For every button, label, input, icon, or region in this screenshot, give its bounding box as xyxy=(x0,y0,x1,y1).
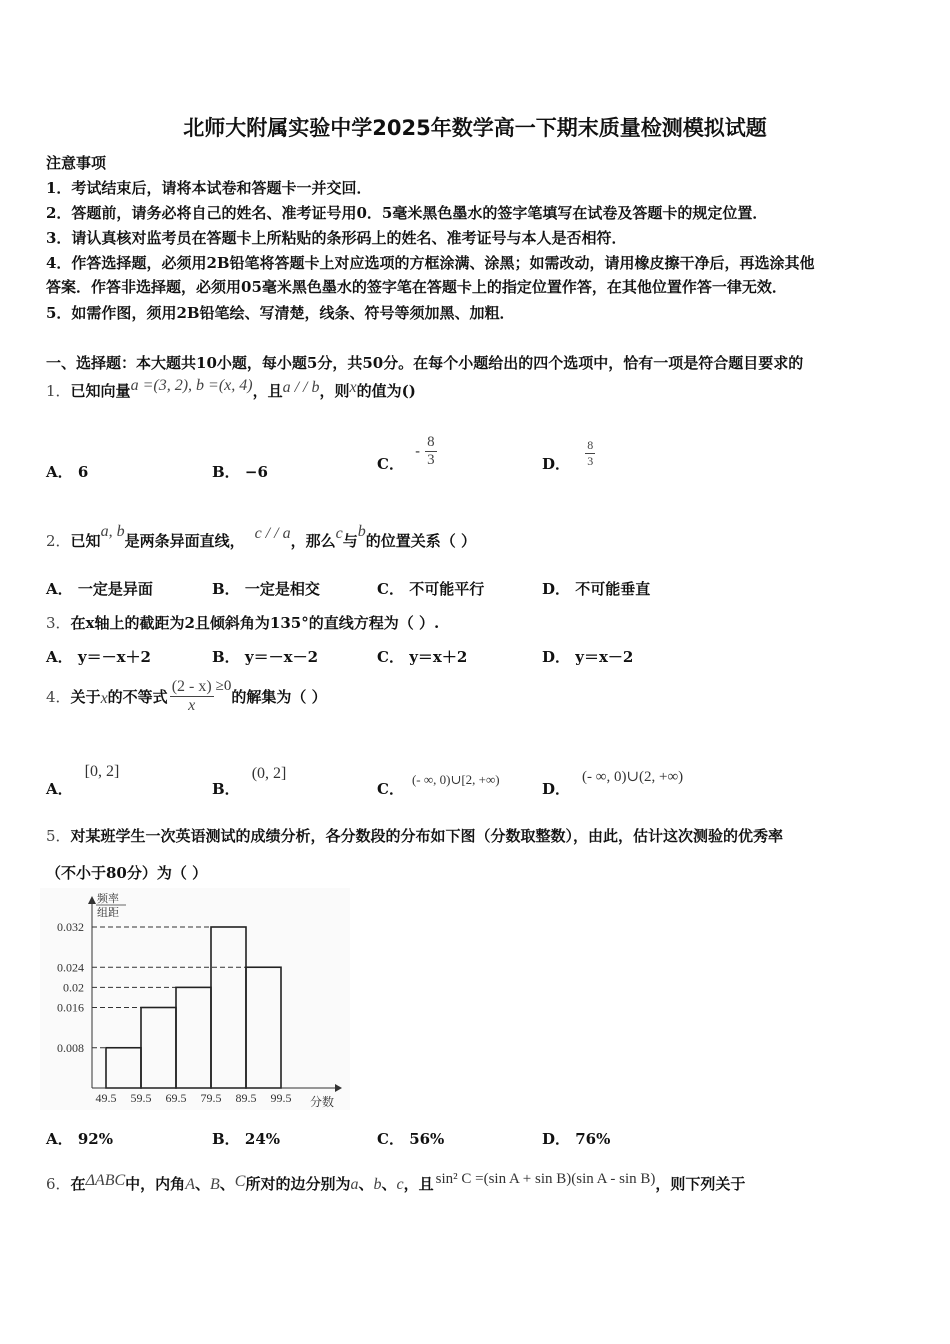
option-a[interactable]: A． y＝－x＋2 xyxy=(46,648,151,666)
question-number: 4． xyxy=(46,688,71,706)
question-3: 3．在x轴上的截距为2且倾斜角为135°的直线方程为（ ）. xyxy=(46,614,440,632)
math-expression: x xyxy=(100,689,108,707)
option-a[interactable]: A． 6 xyxy=(46,463,89,481)
option-a[interactable]: A． 一定是异面 xyxy=(46,580,153,598)
math-expression: C xyxy=(234,1173,246,1190)
option-c[interactable]: C．(- ∞, 0)∪[2, +∞) xyxy=(377,772,500,798)
question-number: 2． xyxy=(46,532,71,550)
option-c[interactable]: C． 56% xyxy=(377,1130,445,1148)
option-d[interactable]: D．(- ∞, 0)∪(2, +∞) xyxy=(542,769,684,798)
option-d[interactable]: D． 不可能垂直 xyxy=(542,580,651,598)
math-expression: ΔABC xyxy=(85,1172,126,1189)
notice-item: 5．如需作图，须用2B铅笔绘、写清楚，线条、符号等须加黑、加粗． xyxy=(46,304,515,322)
math-expression: a =(3, 2), b =(x, 4) xyxy=(130,377,253,394)
math-expression: b xyxy=(357,523,366,540)
notice-item: 2．答题前，请务必将自己的姓名、准考证号用0．5毫米黑色墨水的签字笔填写在试卷及答题卡的规定位置． xyxy=(46,204,768,222)
x-tick-label: 69.5 xyxy=(165,1091,187,1105)
question-number: 3． xyxy=(46,614,71,632)
option-c[interactable]: C． y＝x＋2 xyxy=(377,648,468,666)
question-4: 4．关于x的不等式 $\frac{(2 - x)}{x}$ ≥0的解集为（ ） xyxy=(46,678,327,714)
option-c[interactable]: C． 不可能平行 xyxy=(377,580,485,598)
y-tick-label: 0.02 xyxy=(63,980,84,995)
notice-item: 1．考试结束后，请将本试卷和答题卡一并交回． xyxy=(46,179,372,197)
option-b[interactable]: B． 24% xyxy=(212,1130,281,1148)
option-a[interactable]: A．[0, 2] xyxy=(46,763,120,798)
question-number: 5． xyxy=(46,827,71,845)
question-5: 5．对某班学生一次英语测试的成绩分析，各分数段的分布如下图（分数取整数），由此，估计这次测验的优秀率 xyxy=(46,827,784,845)
math-expression: sin² C =(sin A + sin B)(sin A - sin B) xyxy=(435,1171,656,1187)
x-axis-label: 分数 xyxy=(310,1095,335,1109)
option-c[interactable]: C． - $\frac{8}{3}$ xyxy=(377,434,435,473)
x-tick-label: 89.5 xyxy=(235,1091,257,1105)
math-expression: B xyxy=(209,1176,220,1193)
question-number: 1． xyxy=(46,382,71,400)
x-tick-label: 99.5 xyxy=(270,1091,292,1105)
question-5-line-2: （不小于80分）为（ ） xyxy=(46,864,208,882)
y-tick-label: 0.016 xyxy=(57,1000,84,1015)
math-expression: x xyxy=(349,379,357,396)
y-tick-label: 0.032 xyxy=(57,920,84,934)
question-1: 1．已知向量a =(3, 2), b =(x, 4)，且a / / b，则x的值为() xyxy=(46,377,416,400)
histogram-chart xyxy=(40,888,350,1110)
y-tick-label: 0.024 xyxy=(57,960,84,975)
notice-heading: 注意事项 xyxy=(46,154,107,172)
option-a[interactable]: A． 92% xyxy=(46,1130,114,1148)
math-expression: a / / b xyxy=(282,379,320,396)
option-b[interactable]: B． −6 xyxy=(212,463,268,481)
option-d[interactable]: D． 76% xyxy=(542,1130,611,1148)
math-expression: a, b xyxy=(100,523,125,540)
math-expression: c xyxy=(396,1176,404,1193)
page-title: 北师大附属实验中学2025年数学高一下期末质量检测模拟试题 xyxy=(183,116,767,140)
math-expression: a xyxy=(350,1176,359,1193)
x-tick-label: 59.5 xyxy=(130,1091,152,1105)
x-tick-label: 49.5 xyxy=(95,1091,117,1105)
math-expression: b xyxy=(373,1176,382,1193)
question-number: 6． xyxy=(46,1175,71,1193)
math-expression: A xyxy=(185,1176,195,1193)
option-d[interactable]: D． y＝x－2 xyxy=(542,648,634,666)
option-b[interactable]: B． 一定是相交 xyxy=(212,580,320,598)
math-expression: c xyxy=(335,525,343,542)
y-tick-label: 0.008 xyxy=(57,1040,84,1055)
option-b[interactable]: B． y＝－x－2 xyxy=(212,648,319,666)
y-axis-label-bottom: 组距 xyxy=(97,907,119,919)
fraction: $\frac{(2 - x)}{x}$ xyxy=(171,678,212,714)
notice-item: 答案．作答非选择题，必须用05毫米黑色墨水的签字笔在答题卡上的指定位置作答，在其他位置作答一律无效． xyxy=(46,278,787,296)
question-2: 2．已知a, b是两条异面直线， c / / a，那么c与b的位置关系（ ） xyxy=(46,523,476,550)
section-heading: 一、选择题：本大题共10小题，每小题5分，共50分。在每个小题给出的四个选项中，恰有一项是符合题目要求的 xyxy=(46,354,804,372)
notice-item: 3．请认真核对监考员在答题卡上所粘贴的条形码上的姓名、准考证号与本人是否相符． xyxy=(46,229,627,247)
math-expression: c / / a xyxy=(254,525,291,542)
question-6: 6．在ΔABC中，内角A、B、C所对的边分别为a、b、c，且 sin² C =(sin A + sin B)(sin A - sin B)，则下列关于 xyxy=(46,1171,746,1193)
y-axis-label-top: 频率 xyxy=(97,893,119,905)
notice-item: 4．作答选择题，必须用2B铅笔将答题卡上对应选项的方框涂满、涂黑；如需改动，请用橡皮擦干净后，再选涂其他 xyxy=(46,254,815,272)
option-b[interactable]: B．(0, 2] xyxy=(212,765,287,798)
x-tick-label: 79.5 xyxy=(200,1091,222,1105)
option-d[interactable]: D． $\frac{8}{3}$ xyxy=(542,438,594,473)
